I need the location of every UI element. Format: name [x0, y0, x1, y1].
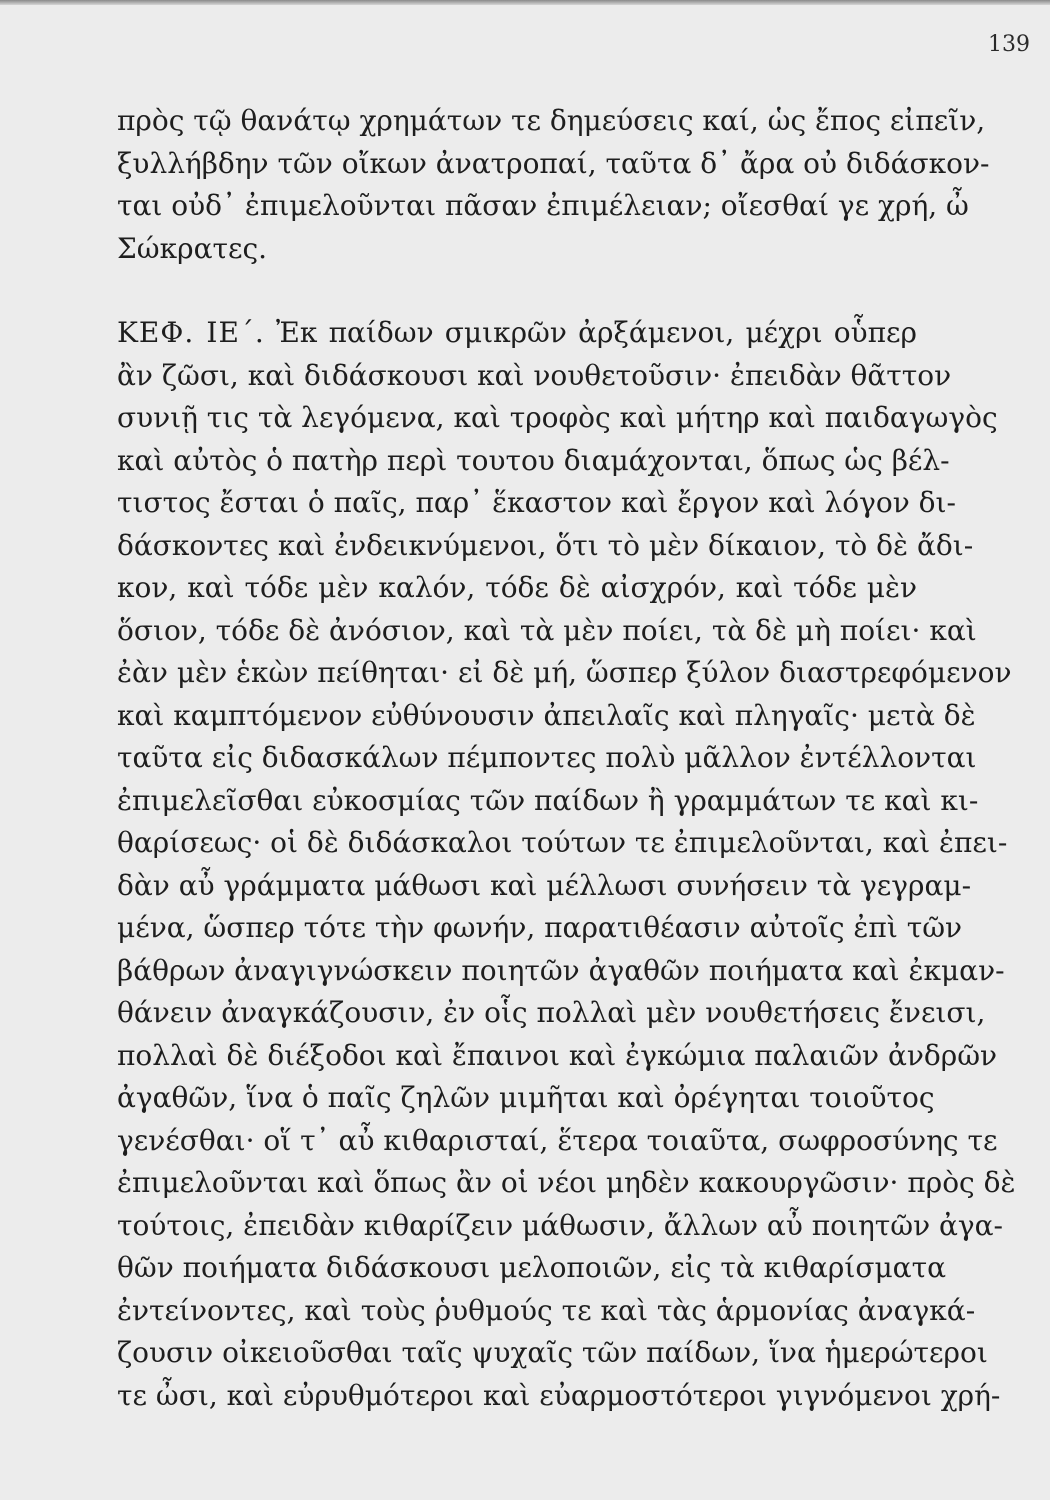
paragraph-gap	[117, 270, 917, 312]
text-line: Σώκρατες.	[117, 231, 268, 265]
text-line: ἐντείνοντες, καὶ τοὺς ῥυθμούς τε καὶ τὰς ἁρμονίας ἀναγκά-	[117, 1293, 976, 1327]
text-line: θάνειν ἀναγκάζουσιν, ἐν οἷς πολλαὶ μὲν νουθετήσεις ἔνεισι,	[117, 996, 986, 1029]
text-line: ἐπιμελεῖσθαι εὐκοσμίας τῶν παίδων ἢ γραμμάτων τε καὶ κι-	[117, 783, 979, 817]
text-line: συνιῇ τις τὰ λεγόμενα, καὶ τροφὸς καὶ μήτηρ καὶ παιδαγωγὸς	[117, 401, 998, 434]
text-line: βάθρων ἀναγιγνώσκειν ποιητῶν ἀγαθῶν ποιήματα καὶ ἐκμαν-	[117, 953, 1005, 987]
text-line: ἐὰν μὲν ἑκὼν πείθηται· εἰ δὲ μή, ὥσπερ ξύλον διαστρεφόμενον	[117, 656, 1012, 689]
text-line: ταῦτα εἰς διδασκάλων πέμποντες πολὺ μᾶλλον ἐντέλλονται	[117, 741, 977, 774]
text-line: θαρίσεως· οἱ δὲ διδάσκαλοι τούτων τε ἐπιμελοῦνται, καὶ ἐπει-	[117, 826, 1008, 859]
chapter-first-line-text: Ἐκ παίδων σμικρῶν ἀρξάμενοι, μέχρι οὗπερ	[276, 316, 917, 349]
text-line: ὅσιον, τόδε δὲ ἀνόσιον, καὶ τὰ μὲν ποίει, τὰ δὲ μὴ ποίει· καὶ	[117, 613, 977, 647]
text-line: πολλαὶ δὲ διέξοδοι καὶ ἔπαινοι καὶ ἐγκώμια παλαιῶν ἀνδρῶν	[117, 1038, 998, 1072]
text-line: ἀγαθῶν, ἵνα ὁ παῖς ζηλῶν μιμῆται καὶ ὀρέγηται τοιοῦτος	[117, 1081, 935, 1114]
text-line: κον, καὶ τόδε μὲν καλόν, τόδε δὲ αἰσχρόν, καὶ τόδε μὲν	[117, 571, 917, 604]
text-line: καὶ καμπτόμενον εὐθύνουσιν ἀπειλαῖς καὶ πληγαῖς· μετὰ δὲ	[117, 698, 976, 732]
text-line: πρὸς τῷ θανάτῳ χρημάτων τε δημεύσεις καί, ὡς ἔπος εἰπεῖν,	[117, 104, 986, 137]
text-line: ἂν ζῶσι, καὶ διδάσκουσι καὶ νουθετοῦσιν· ἐπειδὰν θᾶττον	[117, 358, 952, 392]
chapter-heading: ΚΕΦ. ΙΕ΄.	[117, 316, 265, 349]
text-line: μένα, ὥσπερ τότε τὴν φωνήν, παρατιθέασιν αὐτοῖς ἐπὶ τῶν	[117, 911, 963, 944]
paragraph-1	[117, 100, 990, 270]
text-line: γενέσθαι· οἵ τ᾽ αὖ κιθαρισταί, ἕτερα τοιαῦτα, σωφροσύνης τε	[117, 1123, 998, 1157]
text-line: ζουσιν οἰκειοῦσθαι ταῖς ψυχαῖς τῶν παίδων, ἵνα ἡμερώτεροι	[117, 1336, 988, 1369]
page-text	[117, 100, 1016, 1417]
text-line: ται οὐδ᾽ ἐπιμελοῦνται πᾶσαν ἐπιμέλειαν; οἴεσθαί γε χρή, ὦ	[117, 189, 969, 222]
text-line: δὰν αὖ γράμματα μάθωσι καὶ μέλλωσι συνήσειν τὰ γεγραμ-	[117, 868, 972, 902]
paragraph-2	[117, 312, 1016, 1417]
text-line: ἐπιμελοῦνται καὶ ὅπως ἂν οἱ νέοι μηδὲν κακουργῶσιν· πρὸς δὲ	[117, 1166, 1016, 1199]
text-line: ξυλλήβδην τῶν οἴκων ἀνατροπαί, ταῦτα δ᾽ ἄρα οὐ διδάσκον-	[117, 146, 990, 180]
text-line: τε ὦσι, καὶ εὐρυθμότεροι καὶ εὐαρμοστότεροι γιγνόμενοι χρή-	[117, 1378, 1001, 1412]
page-top-edge	[0, 0, 1050, 5]
page-number: 139	[988, 32, 1030, 57]
text-line: θῶν ποιήματα διδάσκουσι μελοποιῶν, εἰς τὰ κιθαρίσματα	[117, 1251, 946, 1284]
text-line: καὶ αὐτὸς ὁ πατὴρ περὶ τουτου διαμάχονται, ὅπως ὡς βέλ-	[117, 443, 950, 477]
text-line: τιστος ἔσται ὁ παῖς, παρ᾽ ἕκαστον καὶ ἔργον καὶ λόγον δι-	[117, 486, 956, 519]
text-line: δάσκοντες καὶ ἐνδεικνύμενοι, ὅτι τὸ μὲν δίκαιον, τὸ δὲ ἄδι-	[117, 528, 974, 562]
text-line: τούτοις, ἐπειδὰν κιθαρίζειν μάθωσιν, ἄλλων αὖ ποιητῶν ἀγα-	[117, 1208, 1004, 1242]
chapter-first-line	[117, 312, 917, 355]
